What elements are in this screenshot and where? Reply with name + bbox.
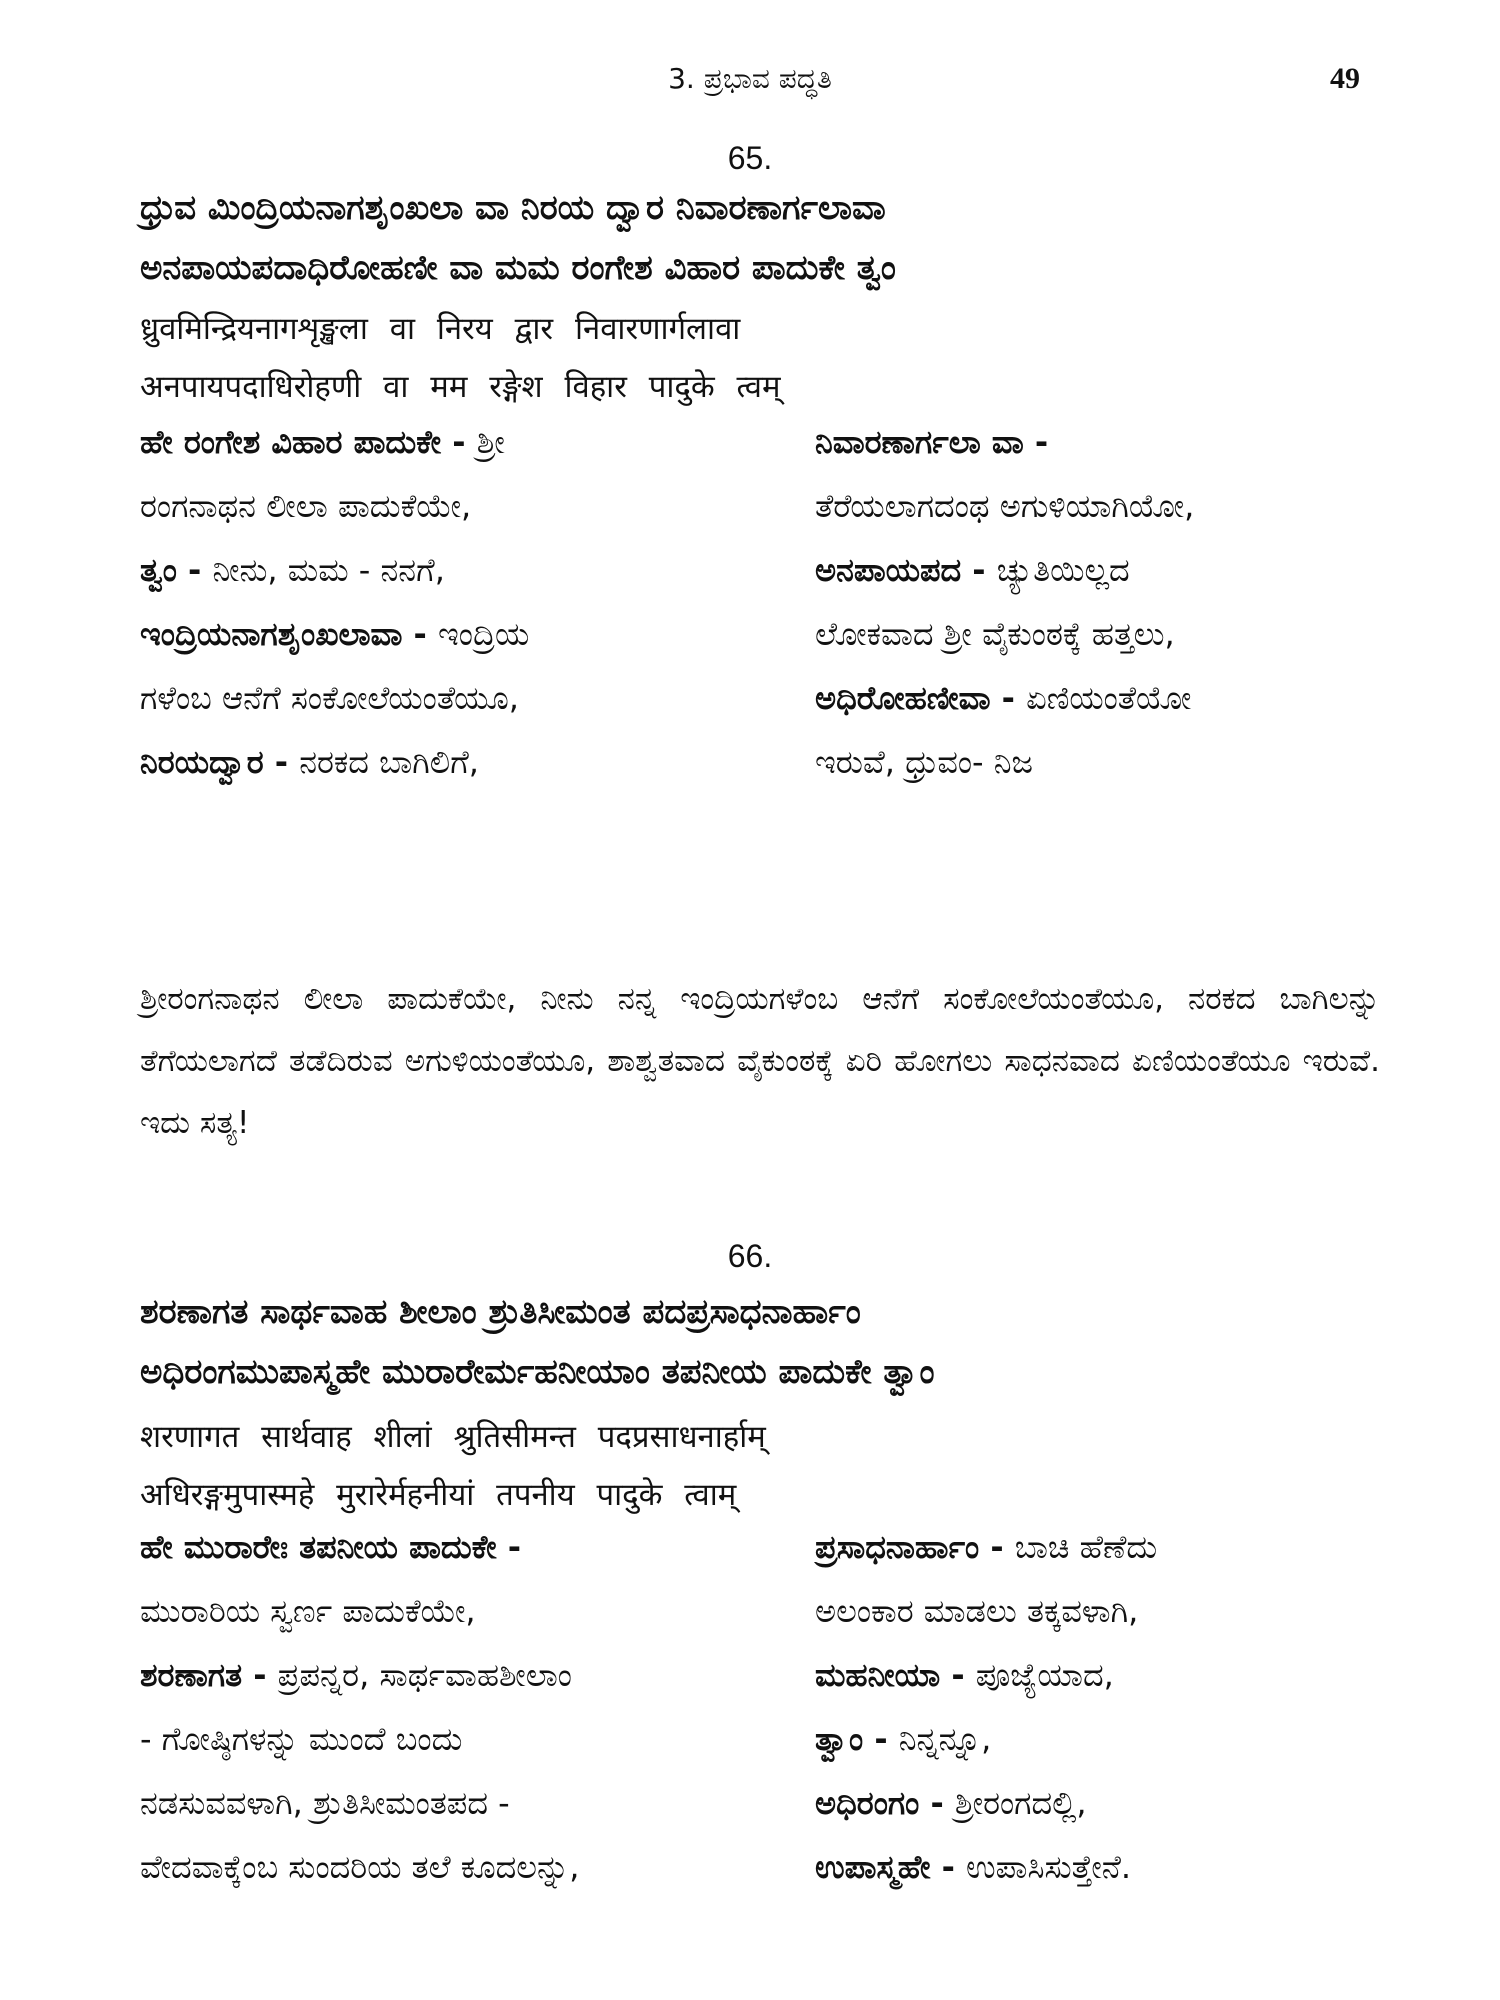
verse-65-meaning: ಶ್ರೀರಂಗನಾಥನ ಲೀಲಾ ಪಾದುಕೆಯೇ, ನೀನು ನನ್ನ ಇಂದ್ರಿಯಗಳೆಂಬ ಆನೆಗೆ ಸಂಕೋಲೆಯಂತೆಯೂ, ನರಕದ ಬಾಗಿಲನ್ನು ತೆಗೆಯಲಾಗದೆ ತಡೆದಿರುವ ಅಗುಳಿಯಂತೆಯೂ, ಶಾಶ್ವತವಾದ ವೈಕುಂಠಕ್ಕೆ ಏರಿ ಹೋಗಲು ಸಾಧನವಾದ ಏಣಿಯಂತೆಯೂ ಇರುವೆ. ಇದು ಸತ್ಯ! (140, 981, 1380, 1141)
verse-line: अधिरङ्गमुपास्महे मुरारेर्महनीयां तपनीय पादुके त्वाम् (140, 1477, 737, 1513)
gloss-line: ಹೇ ಮುರಾರೇಃ ತಪನೀಯ ಪಾದುಕೇ - (140, 1528, 522, 1566)
gloss-line: ತ್ವಂ - ನೀನು, ಮಮ - ನನಗೆ, (140, 551, 445, 589)
page-number: 49 (1330, 62, 1360, 95)
gloss-line: ಇಂದ್ರಿಯನಾಗಶೃಂಖಲಾವಾ - ಇಂದ್ರಿಯ (140, 615, 530, 653)
verse-66-kannada (140, 1282, 1380, 1402)
gloss-line: ಮುರಾರಿಯ ಸ್ವರ್ಣ ಪಾದುಕೆಯೇ, (140, 1592, 476, 1630)
gloss-line: ಇರುವೆ, ಧ್ರುವಂ- ನಿಜ (815, 743, 1034, 781)
gloss-line: ತೆರೆಯಲಾಗದಂಥ ಅಗುಳಿಯಾಗಿಯೋ, (815, 487, 1195, 525)
gloss-line: ಉಪಾಸ್ಮಹೇ - ಉಪಾಸಿಸುತ್ತೇನೆ. (815, 1848, 1132, 1886)
verse-line: अनपायपदाधिरोहणी वा मम रङ्गेश विहार पादुके त्वम् (140, 369, 781, 405)
verse-line: ಶರಣಾಗತ ಸಾರ್ಥವಾಹ ಶೀಲಾಂ ಶ್ರುತಿಸೀಮಂತ ಪದಪ್ರಸಾಧನಾರ್ಹಾಂ (140, 1292, 861, 1332)
gloss-line: ಅಲಂಕಾರ ಮಾಡಲು ತಕ್ಕವಳಾಗಿ, (815, 1592, 1139, 1630)
gloss-line: ನಿವಾರಣಾರ್ಗಲಾ ವಾ - (815, 423, 1049, 461)
gloss-line: ಮಹನೀಯಾ - ಪೂಜ್ಯೆಯಾದ, (815, 1656, 1114, 1694)
verse-line: ಅಧಿರಂಗಮುಪಾಸ್ಮಹೇ ಮುರಾರೇರ್ಮಹನೀಯಾಂ ತಪನೀಯ ಪಾದುಕೇ ತ್ವಾಂ (140, 1352, 935, 1392)
gloss-line: ಗಳೆಂಬ ಆನೆಗೆ ಸಂಕೋಲೆಯಂತೆಯೂ, (140, 679, 519, 717)
verse-66-gloss-left (140, 1515, 780, 1899)
verse-66-number: 66. (727, 1238, 773, 1274)
gloss-line: ಅಧಿರೋಹಣೀವಾ - ಏಣಿಯಂತೆಯೋ (815, 679, 1192, 717)
verse-65-number: 65. (727, 140, 773, 176)
verse-66-gloss-right (815, 1515, 1395, 1899)
verse-65-kannada (140, 178, 1380, 298)
gloss-line: ಹೇ ರಂಗೇಶ ವಿಹಾರ ಪಾದುಕೇ - ಶ್ರೀ (140, 423, 505, 461)
gloss-line: ರಂಗನಾಥನ ಲೀಲಾ ಪಾದುಕೆಯೇ, (140, 487, 472, 525)
verse-line: ಧ್ರುವ ಮಿಂದ್ರಿಯನಾಗಶೃಂಖಲಾ ವಾ ನಿರಯ ದ್ವಾರ ನಿವಾರಣಾರ್ಗಲಾವಾ (140, 188, 886, 228)
gloss-line: ವೇದವಾಕ್ಕೆಂಬ ಸುಂದರಿಯ ತಲೆ ಕೂದಲನ್ನು, (140, 1848, 580, 1886)
verse-65-gloss-left (140, 410, 780, 794)
gloss-line: ಶರಣಾಗತ - ಪ್ರಪನ್ನರ, ಸಾರ್ಥವಾಹಶೀಲಾಂ (140, 1656, 572, 1694)
gloss-line: ನಡಸುವವಳಾಗಿ, ಶ್ರುತಿಸೀಮಂತಪದ - (140, 1784, 510, 1822)
running-title: 3. ಪ್ರಭಾವ ಪದ್ಧತಿ (668, 62, 832, 95)
gloss-line: ಲೋಕವಾದ ಶ್ರೀ ವೈಕುಂಠಕ್ಕೆ ಹತ್ತಲು, (815, 615, 1175, 653)
gloss-line: ಅನಪಾಯಪದ - ಚ್ಯುತಿಯಿಲ್ಲದ (815, 551, 1130, 589)
gloss-line: ನಿರಯದ್ವಾರ - ನರಕದ ಬಾಗಿಲಿಗೆ, (140, 743, 479, 781)
verse-66-sanskrit (140, 1408, 1380, 1524)
gloss-line: ಪ್ರಸಾಧನಾರ್ಹಾಂ - ಬಾಚಿ ಹೆಣೆದು (815, 1528, 1158, 1566)
verse-line: शरणागत सार्थवाह शीलां श्रुतिसीमन्त पदप्रसाधनार्हाम् (140, 1419, 766, 1455)
verse-65-gloss-right (815, 410, 1395, 794)
verse-line: ಅನಪಾಯಪದಾಧಿರೋಹಣೀ ವಾ ಮಮ ರಂಗೇಶ ವಿಹಾರ ಪಾದುಕೇ ತ್ವಂ (140, 248, 896, 288)
verse-65-sanskrit (140, 300, 1380, 416)
gloss-line: ಅಧಿರಂಗಂ - ಶ್ರೀರಂಗದಲ್ಲಿ, (815, 1784, 1087, 1822)
verse-line: ध्रुवमिन्द्रियनागशृङ्खला वा निरय द्वार निवारणार्गलावा (140, 311, 741, 347)
gloss-line: - ಗೋಷ್ಠಿಗಳನ್ನು ಮುಂದೆ ಬಂದು (140, 1720, 463, 1758)
gloss-line: ತ್ವಾಂ - ನಿನ್ನನ್ನೂ, (815, 1720, 992, 1758)
